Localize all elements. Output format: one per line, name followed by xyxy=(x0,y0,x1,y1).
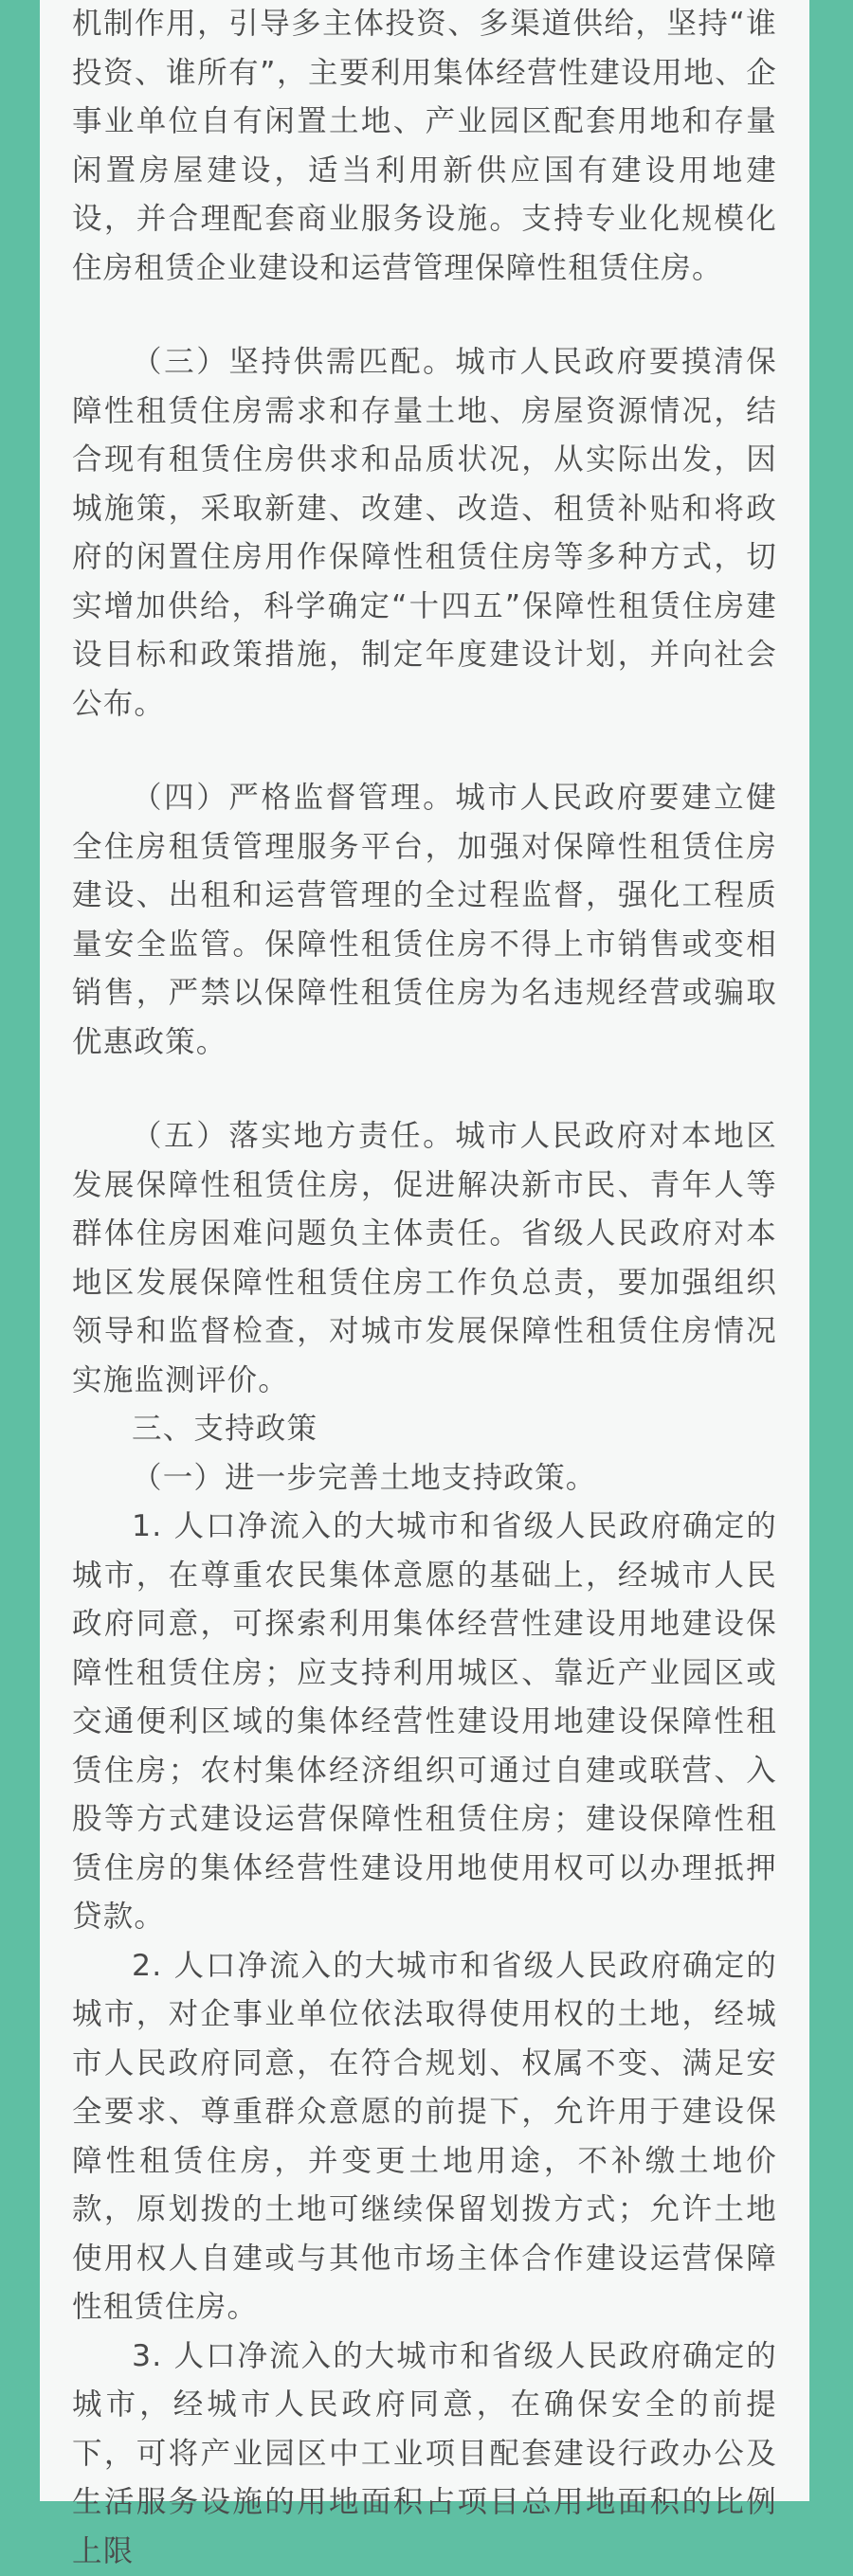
paragraph-item-1: 1. 人口净流入的大城市和省级人民政府确定的城市，在尊重农民集体意愿的基础上，经城市人民政府同意，可探索利用集体经营性建设用地建设保障性租赁住房；应支持利用城区、靠近产业园区或交通便利区域的集体经营性建设用地建设保障性租赁住房；农村集体经济组织可通过自建或联营、入股等方式建设运营保障性租赁住房；建设保障性租赁住房的集体经营性建设用地使用权可以办理抵押贷款。 xyxy=(72,1503,777,1942)
paragraph-item-2: 2. 人口净流入的大城市和省级人民政府确定的城市，对企事业单位依法取得使用权的土地，经城市人民政府同意，在符合规划、权属不变、满足安全要求、尊重群众意愿的前提下，允许用于建设保障性租赁住房，并变更土地用途，不补缴土地价款，原划拨的土地可继续保留划拨方式；允许土地使用权人自建或与其他市场主体合作建设运营保障性租赁住房。 xyxy=(72,1942,777,2333)
paragraph-point-three: （三）坚持供需匹配。城市人民政府要摸清保障性租赁住房需求和存量土地、房屋资源情况，结合现有租赁住房供求和品质状况，从实际出发，因城施策，采取新建、改建、改造、租赁补贴和将政府的闲置住房用作保障性租赁住房等多种方式，切实增加供给，科学确定“十四五”保障性租赁住房建设目标和政策措施，制定年度建设计划，并向社会公布。 xyxy=(72,338,777,729)
paragraph-intro-continuation: 机制作用，引导多主体投资、多渠道供给，坚持“谁投资、谁所有”，主要利用集体经营性建设用地、企事业单位自有闲置土地、产业园区配套用地和存量闲置房屋建设，适当利用新供应国有建设用地建设，并合理配套商业服务设施。支持专业化规模化住房租赁企业建设和运营管理保障性租赁住房。 xyxy=(72,0,777,293)
paragraph-item-3: 3. 人口净流入的大城市和省级人民政府确定的城市，经城市人民政府同意，在确保安全的前提下，可将产业园区中工业项目配套建设行政办公及生活服务设施的用地面积占项目总用地面积的比例上限 xyxy=(72,2333,777,2576)
article-card xyxy=(40,0,809,2501)
paragraph-point-four: （四）严格监督管理。城市人民政府要建立健全住房租赁管理服务平台，加强对保障性租赁住房建设、出租和运营管理的全过程监督，强化工程质量安全监管。保障性租赁住房不得上市销售或变相销售，严禁以保障性租赁住房为名违规经营或骗取优惠政策。 xyxy=(72,774,777,1067)
subsection-heading: （一）进一步完善土地支持政策。 xyxy=(72,1454,777,1504)
section-heading: 三、支持政策 xyxy=(72,1405,777,1454)
paragraph-point-five: （五）落实地方责任。城市人民政府对本地区发展保障性租赁住房，促进解决新市民、青年人等群体住房困难问题负主体责任。省级人民政府对本地区发展保障性租赁住房工作负总责，要加强组织领导和监督检查，对城市发展保障性租赁住房情况实施监测评价。 xyxy=(72,1112,777,1405)
